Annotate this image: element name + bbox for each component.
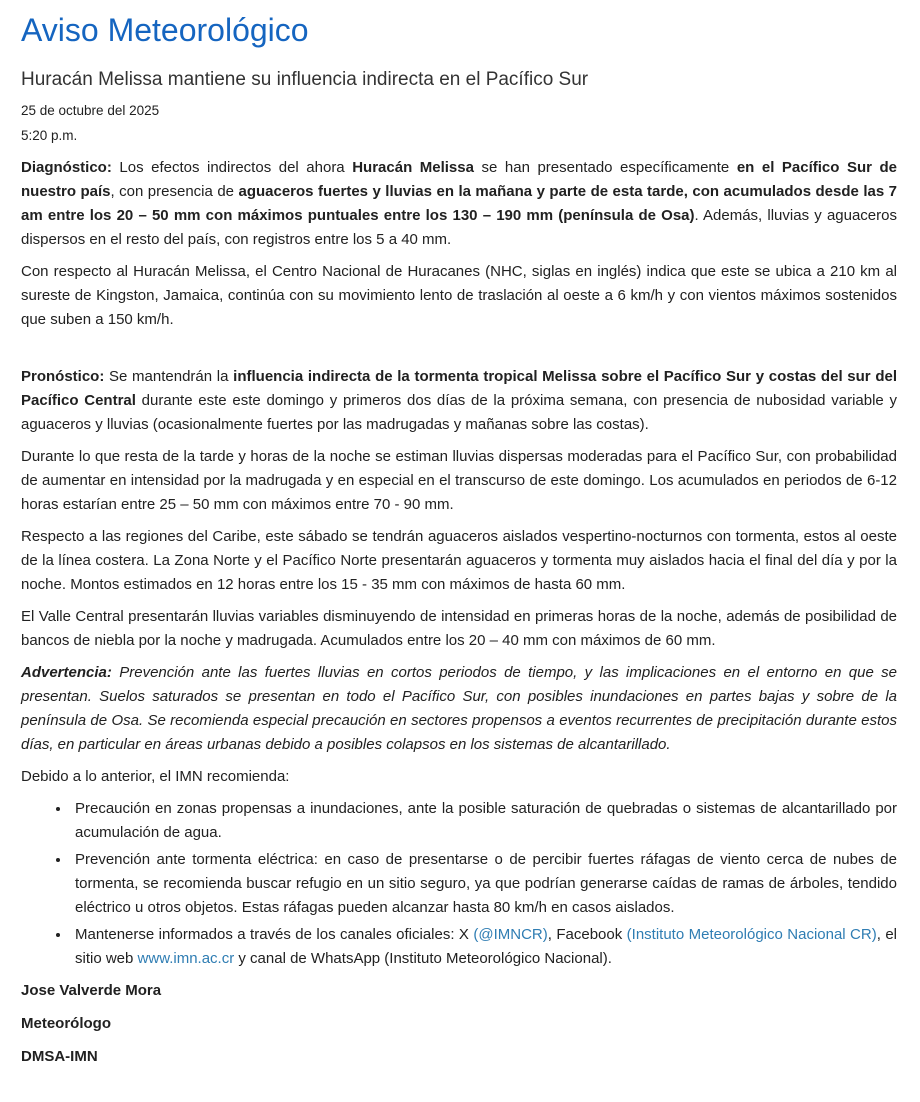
signature-role: Meteorólogo bbox=[21, 1015, 111, 1032]
list-item bbox=[71, 923, 897, 971]
text-run: y canal de WhatsApp (Instituto Meteorológico Nacional). bbox=[234, 950, 612, 967]
text-run: influencia indirecta de la tormenta tropical Melissa sobre el Pacífico Sur y costas del sur del Pacífico Central bbox=[21, 368, 897, 409]
paragraph bbox=[21, 156, 897, 252]
text-run: aguaceros fuertes y lluvias en la mañana y parte de esta tarde, con acumulados desde las 7 am entre los 20 – 50 mm con máximos puntuales entre los 130 – 190 mm (península de Osa) bbox=[21, 183, 898, 224]
paragraph bbox=[21, 445, 897, 517]
text-run: El Valle Central presentarán lluvias variables disminuyendo de intensidad en primeras horas de la noche, además de posibilidad de bancos de niebla por la noche y madrugada. Acumulados entre los 20 – 40 mm con máximos de 60 mm. bbox=[21, 608, 897, 649]
text-run: Prevención ante tormenta eléctrica: en caso de presentarse o de percibir fuertes ráfagas de viento cerca de nubes de tormenta, se recomienda buscar refugio en un sitio seguro, ya que podrían generarse caídas de ramas de árboles, tendido eléctrico u otros objetos. Estas ráfagas pueden alcanzar hasta 80 km/h en casos aislados. bbox=[75, 851, 897, 916]
paragraph bbox=[21, 605, 897, 653]
text-run: Los efectos indirectos del ahora bbox=[111, 159, 353, 176]
text-run: Advertencia: bbox=[21, 664, 112, 681]
link[interactable]: (Instituto Meteorológico Nacional CR) bbox=[626, 926, 877, 943]
document-date: 25 de octubre del 2025 bbox=[21, 103, 160, 118]
list-item bbox=[71, 848, 897, 920]
text-run: , Facebook bbox=[547, 926, 627, 943]
text-run: en el Pacífico Sur de nuestro país bbox=[21, 159, 898, 200]
text-run: se han presentado específicamente bbox=[473, 159, 737, 176]
document-time: 5:20 p.m. bbox=[21, 128, 78, 143]
paragraph bbox=[21, 260, 897, 332]
paragraph bbox=[21, 661, 897, 757]
text-run: Respecto a las regiones del Caribe, este sábado se tendrán aguaceros aislados vespertino-nocturnos con tormenta, estos al oeste de la línea costera. La Zona Norte y el Pacífico Norte presentarán aguaceros y tormenta muy aislados hacia el final del día y por la noche. Montos estimados en 12 horas entre los 15 - 35 mm con máximos de hasta 60 mm. bbox=[21, 528, 897, 593]
text-run: Huracán Melissa bbox=[352, 159, 474, 176]
text-run: . Además, lluvias y aguaceros dispersos en el resto del país, con registros entre los 5 a 40 mm. bbox=[21, 207, 897, 248]
paragraph bbox=[21, 765, 897, 789]
signature-name: Jose Valverde Mora bbox=[21, 982, 162, 999]
text-run: Con respecto al Huracán Melissa, el Centro Nacional de Huracanes (NHC, siglas en inglés) indica que este se ubica a 210 km al sureste de Kingston, Jamaica, continúa con su movimiento lento de traslación al oeste a 6 km/h y con vientos máximos sostenidos que suben a 150 km/h. bbox=[21, 263, 897, 328]
text-run: Debido a lo anterior, el IMN recomienda: bbox=[21, 768, 290, 785]
list-item bbox=[71, 797, 897, 845]
recommendations-list bbox=[21, 797, 897, 971]
text-run: Diagnóstico: bbox=[21, 159, 112, 176]
text-run: Pronóstico: bbox=[21, 368, 105, 385]
text-run: , el sitio web bbox=[75, 926, 898, 967]
text-run: Se mantendrán la bbox=[104, 368, 234, 385]
document-subtitle: Huracán Melissa mantiene su influencia indirecta en el Pacífico Sur bbox=[21, 69, 589, 90]
link[interactable]: www.imn.ac.cr bbox=[137, 950, 235, 967]
page-title: Aviso Meteorológico bbox=[21, 12, 309, 48]
paragraph-spacer bbox=[21, 340, 897, 365]
paragraph bbox=[21, 365, 897, 437]
text-run: Durante lo que resta de la tarde y horas de la noche se estiman lluvias dispersas moderadas para el Pacífico Sur, con probabilidad de aumentar en intensidad por la madrugada y en especial en el transcurso de este domingo. Los acumulados en periodos de 6-12 horas estarían entre 25 – 50 mm con máximos entre 70 - 90 mm. bbox=[21, 448, 897, 513]
text-run: Mantenerse informados a través de los canales oficiales: X bbox=[75, 926, 474, 943]
text-run: Precaución en zonas propensas a inundaciones, ante la posible saturación de quebradas o sistemas de alcantarillado por acumulación de agua. bbox=[75, 800, 897, 841]
text-run: Prevención ante las fuertes lluvias en cortos periodos de tiempo, y las implicaciones en el entorno en que se presentan. Suelos saturados se presentan en todo el Pacífico Sur, con posibles inundaciones en partes bajas y sobre de la península de Osa. Se recomienda especial precaución en sectores propensos a eventos recurrentes de precipitación durante estos días, en particular en áreas urbanas debido a posibles colapsos en los sistemas de alcantarillado. bbox=[21, 664, 897, 753]
text-run: durante este este domingo y primeros dos días de la próxima semana, con presencia de nubosidad variable y aguaceros y lluvias (ocasionalmente fuertes por las madrugadas y mañanas sobre las costas). bbox=[21, 392, 897, 433]
paragraph bbox=[21, 525, 897, 597]
link[interactable]: (@IMNCR) bbox=[473, 926, 548, 943]
text-run: , con presencia de bbox=[110, 183, 239, 200]
document-body bbox=[21, 156, 897, 971]
signature-department: DMSA-IMN bbox=[21, 1048, 98, 1065]
